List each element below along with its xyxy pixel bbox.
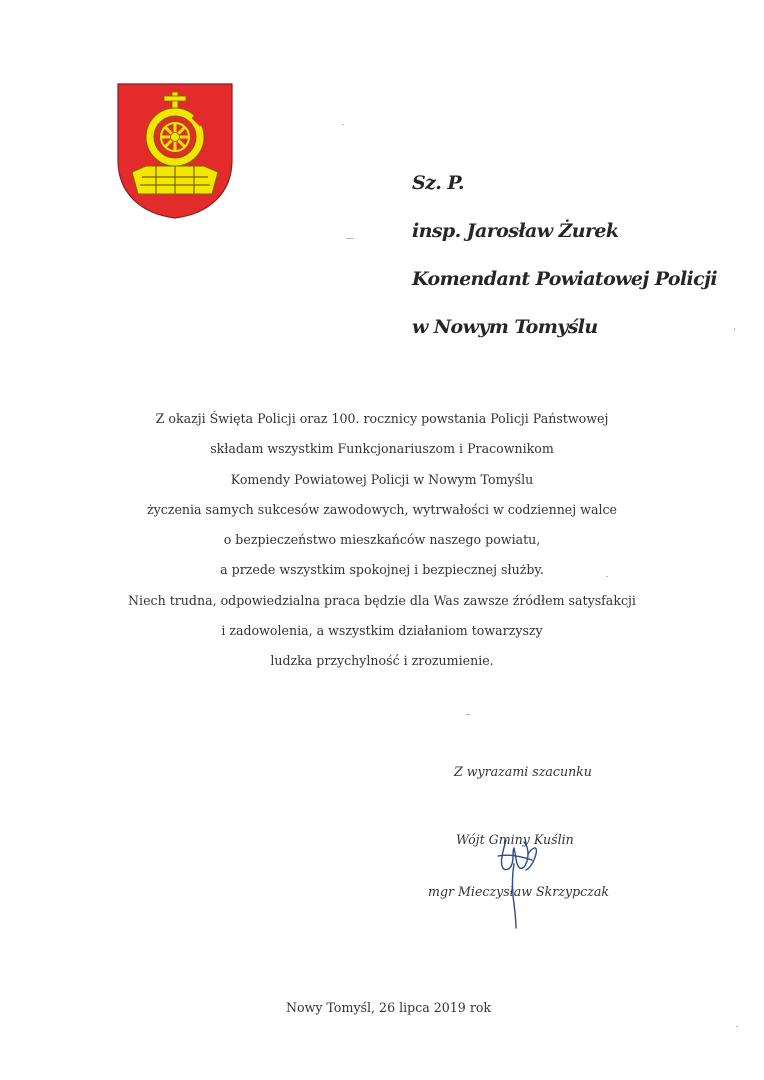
addressee-location: w Nowym Tomyślu	[412, 316, 598, 338]
scan-speck	[342, 124, 344, 125]
addressee-position: Komendant Powiatowej Policji	[412, 268, 718, 290]
body-line: ludzka przychylność i zrozumienie.	[270, 653, 494, 669]
scan-speck	[466, 714, 470, 715]
signer-title: Wójt Gminy Kuślin	[456, 832, 574, 847]
scan-speck	[346, 238, 354, 239]
body-line: i zadowolenia, a wszystkim działaniom towarzyszy	[221, 623, 543, 639]
addressee-block	[412, 168, 742, 360]
body-line: Niech trudna, odpowiedzialna praca będzie dla Was zawsze źródłem satysfakcji	[128, 592, 636, 608]
body-line: a przede wszystkim spokojnej i bezpiecznej służby.	[220, 562, 544, 578]
body-line: Komendy Powiatowej Policji w Nowym Tomyślu	[230, 471, 534, 487]
scan-speck	[606, 576, 608, 577]
place-and-date: Nowy Tomyśl, 26 lipca 2019 rok	[286, 1000, 492, 1015]
addressee-name: insp. Jarosław Żurek	[412, 220, 619, 242]
scan-speck	[736, 1026, 738, 1027]
signer-name: mgr Mieczysław Skrzypczak	[428, 884, 609, 899]
handwritten-signature-icon	[484, 826, 554, 936]
body-line: życzenia samych sukcesów zawodowych, wytrwałości w codziennej walce	[147, 501, 617, 517]
letter-body	[100, 408, 664, 681]
salutation: Sz. P.	[412, 172, 464, 194]
scan-speck	[734, 328, 735, 331]
closing-regards: Z wyrazami szacunku	[454, 764, 592, 779]
coat-of-arms-icon	[116, 82, 234, 220]
body-line: o bezpieczeństwo mieszkańców naszego powiatu,	[223, 532, 541, 548]
body-line: składam wszystkim Funkcjonariuszom i Pracownikom	[210, 441, 554, 457]
body-line: Z okazji Święta Policji oraz 100. rocznicy powstania Policji Państwowej	[155, 411, 609, 426]
